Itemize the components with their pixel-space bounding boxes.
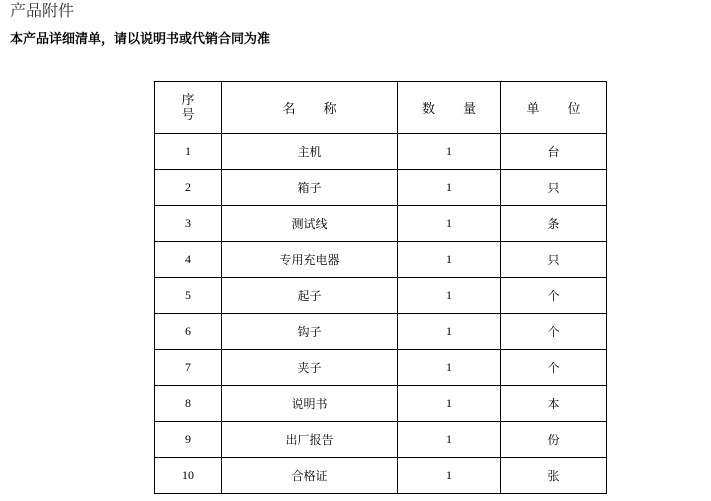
- cell-unit: 台: [501, 134, 607, 170]
- table-row: [155, 170, 607, 206]
- cell-qty: 1: [398, 134, 501, 170]
- cell-name: 夹子: [222, 350, 398, 386]
- cell-name: 专用充电器: [222, 242, 398, 278]
- table-row: [155, 458, 607, 494]
- header-unit-b: 位: [567, 102, 581, 117]
- cell-index: 1: [155, 134, 222, 170]
- cell-qty: 1: [398, 278, 501, 314]
- header-index: [155, 82, 222, 134]
- cell-qty: 1: [398, 314, 501, 350]
- header-unit: [501, 82, 607, 134]
- table-header-row: [155, 82, 607, 134]
- table-row: [155, 134, 607, 170]
- cell-index: 8: [155, 386, 222, 422]
- table-row: [155, 422, 607, 458]
- table-row: [155, 206, 607, 242]
- table-row: [155, 242, 607, 278]
- header-name-b: 称: [323, 102, 337, 117]
- header-quantity: [398, 82, 501, 134]
- cell-name: 出厂报告: [222, 422, 398, 458]
- cell-name: 合格证: [222, 458, 398, 494]
- cell-index: 9: [155, 422, 222, 458]
- cell-name: 钩子: [222, 314, 398, 350]
- cell-index: 6: [155, 314, 222, 350]
- cell-name: 说明书: [222, 386, 398, 422]
- cell-unit: 个: [501, 350, 607, 386]
- cell-unit: 本: [501, 386, 607, 422]
- cell-unit: 个: [501, 314, 607, 350]
- cell-index: 2: [155, 170, 222, 206]
- table-row: [155, 350, 607, 386]
- header-qty-b: 量: [463, 102, 477, 117]
- header-unit-a: 单: [526, 102, 540, 117]
- section-title: 产品附件: [10, 1, 75, 20]
- table-row: [155, 278, 607, 314]
- cell-unit: 个: [501, 278, 607, 314]
- cell-unit: 张: [501, 458, 607, 494]
- cell-name: 起子: [222, 278, 398, 314]
- cell-name: 箱子: [222, 170, 398, 206]
- header-index-line1: 序: [181, 92, 195, 108]
- cell-unit: 条: [501, 206, 607, 242]
- accessories-table: [154, 81, 607, 494]
- cell-qty: 1: [398, 170, 501, 206]
- header-name: [222, 82, 398, 134]
- cell-index: 3: [155, 206, 222, 242]
- cell-index: 5: [155, 278, 222, 314]
- table-row: [155, 386, 607, 422]
- cell-unit: 只: [501, 170, 607, 206]
- cell-qty: 1: [398, 206, 501, 242]
- cell-qty: 1: [398, 422, 501, 458]
- cell-qty: 1: [398, 386, 501, 422]
- cell-name: 主机: [222, 134, 398, 170]
- header-qty-a: 数: [421, 102, 435, 117]
- cell-index: 4: [155, 242, 222, 278]
- cell-name: 测试线: [222, 206, 398, 242]
- cell-qty: 1: [398, 242, 501, 278]
- cell-unit: 只: [501, 242, 607, 278]
- table-row: [155, 314, 607, 350]
- header-index-line2: 号: [181, 107, 195, 123]
- cell-qty: 1: [398, 350, 501, 386]
- header-name-a: 名: [282, 102, 296, 117]
- subtitle-note: 本产品详细清单，请以说明书或代销合同为准: [10, 32, 271, 47]
- cell-index: 10: [155, 458, 222, 494]
- cell-qty: 1: [398, 458, 501, 494]
- cell-index: 7: [155, 350, 222, 386]
- cell-unit: 份: [501, 422, 607, 458]
